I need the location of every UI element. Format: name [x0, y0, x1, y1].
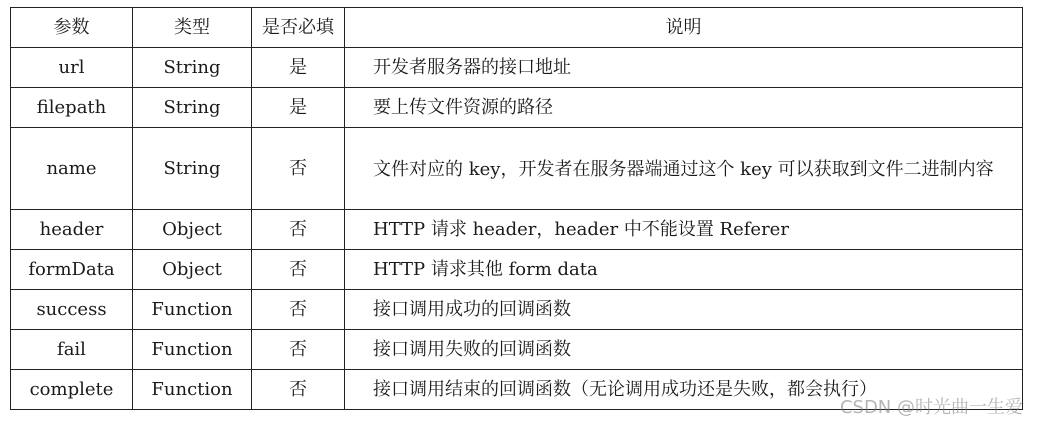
param-type: Object [133, 250, 252, 290]
param-name: fail [11, 330, 133, 370]
param-type: Function [133, 370, 252, 410]
param-name: filepath [11, 88, 133, 128]
table-row [11, 250, 1023, 290]
param-required: 否 [252, 290, 345, 330]
param-description: 接口调用结束的回调函数（无论调用成功还是失败，都会执行） [345, 370, 1023, 410]
table-row [11, 210, 1023, 250]
table-row [11, 290, 1023, 330]
header-type: 类型 [133, 8, 252, 48]
table-row [11, 88, 1023, 128]
param-required: 是 [252, 88, 345, 128]
param-type: String [133, 128, 252, 210]
header-param: 参数 [11, 8, 133, 48]
param-name: name [11, 128, 133, 210]
table-header-row [11, 8, 1023, 48]
watermark: CSDN @时光曲一生爱 [839, 397, 1023, 418]
table-row [11, 128, 1023, 210]
param-description: 文件对应的 key，开发者在服务器端通过这个 key 可以获取到文件二进制内容 [345, 128, 1023, 210]
param-description: HTTP 请求 header，header 中不能设置 Referer [345, 210, 1023, 250]
table-row [11, 48, 1023, 88]
param-name: complete [11, 370, 133, 410]
parameter-table [10, 7, 1023, 410]
param-required: 否 [252, 250, 345, 290]
param-description: 接口调用失败的回调函数 [345, 330, 1023, 370]
param-required: 否 [252, 330, 345, 370]
param-type: String [133, 88, 252, 128]
param-name: header [11, 210, 133, 250]
param-description: 接口调用成功的回调函数 [345, 290, 1023, 330]
param-description: HTTP 请求其他 form data [345, 250, 1023, 290]
param-required: 是 [252, 48, 345, 88]
param-name: success [11, 290, 133, 330]
param-type: Function [133, 330, 252, 370]
param-required: 否 [252, 210, 345, 250]
table-row [11, 330, 1023, 370]
param-description: 要上传文件资源的路径 [345, 88, 1023, 128]
param-type: String [133, 48, 252, 88]
param-description: 开发者服务器的接口地址 [345, 48, 1023, 88]
param-required: 否 [252, 370, 345, 410]
param-name: url [11, 48, 133, 88]
param-type: Object [133, 210, 252, 250]
param-name: formData [11, 250, 133, 290]
param-type: Function [133, 290, 252, 330]
header-description: 说明 [345, 8, 1023, 48]
header-required: 是否必填 [252, 8, 345, 48]
param-required: 否 [252, 128, 345, 210]
